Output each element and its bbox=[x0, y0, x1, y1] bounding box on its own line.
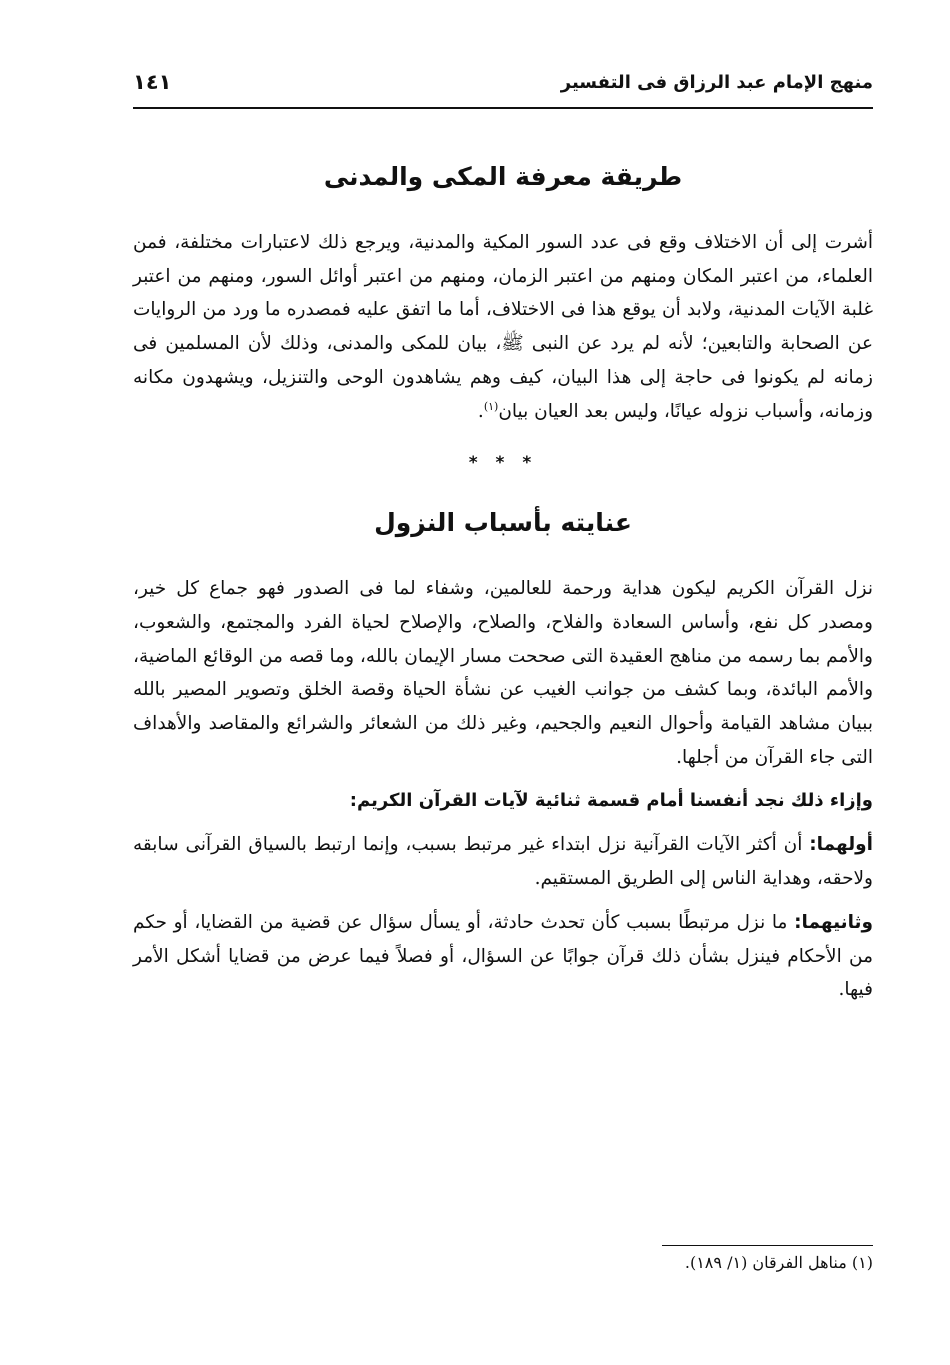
paragraph-asbab-nuzul: نزل القرآن الكريم ليكون هداية ورحمة للعالمين، وشفاء لما فى الصدور فهو جماع كل خير، ومصدر كل نفع، وأساس السعادة والفلاح، والصلاح، والإصلاح لحياة الفرد والمجتمع، والشعوب، والأمم بما رسمه من مناهج العقيدة التى صححت مسار الإيمان بالله، وما قصه من الوقائع الماضية، والأمم البائدة، وبما كشف من جوانب الغيب عن نشأة الحياة وقصة الخلق وتصوير المصير بالله ببيان مشاهد القيامة وأحوال النعيم والجحيم، وغير ذلك من الشعائر والشرائع والمقاصد والأهداف التى جاء القرآن من أجلها. bbox=[133, 578, 873, 768]
point-second-lead: وثانيهما: bbox=[794, 911, 873, 933]
section-title-makki-madani: طريقة معرفة المكى والمدنى bbox=[323, 162, 683, 191]
page-body bbox=[133, 150, 873, 1007]
division-heading: وإزاء ذلك نجد أنفسنا أمام قسمة ثنائية لآيات القرآن الكريم: bbox=[349, 790, 873, 812]
paragraph-end: . bbox=[477, 400, 484, 422]
point-second bbox=[133, 906, 873, 1007]
header-rule bbox=[133, 107, 873, 109]
paragraph-makki-madani bbox=[133, 226, 873, 428]
section-title-asbab-nuzul: عنايته بأسباب النزول bbox=[374, 508, 632, 538]
running-title: منهج الإمام عبد الرزاق فى التفسير bbox=[560, 72, 873, 93]
section-separator: * * * bbox=[468, 453, 538, 474]
point-first bbox=[133, 828, 873, 895]
page-header bbox=[133, 66, 873, 106]
page-number: ١٤١ bbox=[133, 70, 172, 94]
point-first-lead: أولهما: bbox=[809, 834, 873, 856]
footnote: (١) مناهل الفرقان (١/ ١٨٩). bbox=[684, 1253, 873, 1272]
footnote-rule bbox=[662, 1245, 873, 1246]
point-second-text: ما نزل مرتبطًا بسبب كأن تحدث حادثة، أو يسأل سؤال عن قضية من القضايا، أو حكم من الأحكام فينزل بشأن ذلك قرآن جوابًا عن السؤال، أو فصلاً فيما عرض من قضايا أشكل الأمر فيها. bbox=[133, 911, 873, 1001]
point-first-text: أن أكثر الآيات القرآنية نزل ابتداء غير مرتبط بسبب، وإنما ارتبط بالسياق القرآنى سابقه ولاحقه، وهداية الناس إلى الطريق المستقيم. bbox=[133, 834, 873, 890]
paragraph-text: أشرت إلى أن الاختلاف وقع فى عدد السور المكية والمدنية، ويرجع ذلك لاعتبارات مختلفة، فمن العلماء، من اعتبر المكان ومنهم من اعتبر الزمان، ومنهم من اعتبر أوائل السور، ومنهم من اعتبر غلبة الآيات المدنية، ولابد أن يوقع هذا فى الاختلاف، أما ما اتفق عليه فمصدره ما ورد من الروايات عن الصحابة والتابعين؛ لأنه لم يرد عن النبى ﷺ، بيان للمكى والمدنى، وذلك لأن المسلمين فى زمانه لم يكونوا فى حاجة إلى هذا البيان، كيف وهم يشاهدون الوحى والتنزيل، ويشهدون مكانه وزمانه، وأسباب نزوله عيانًا، وليس بعد العيان بيان bbox=[133, 232, 873, 422]
footnote-reference: (١) bbox=[483, 399, 499, 413]
